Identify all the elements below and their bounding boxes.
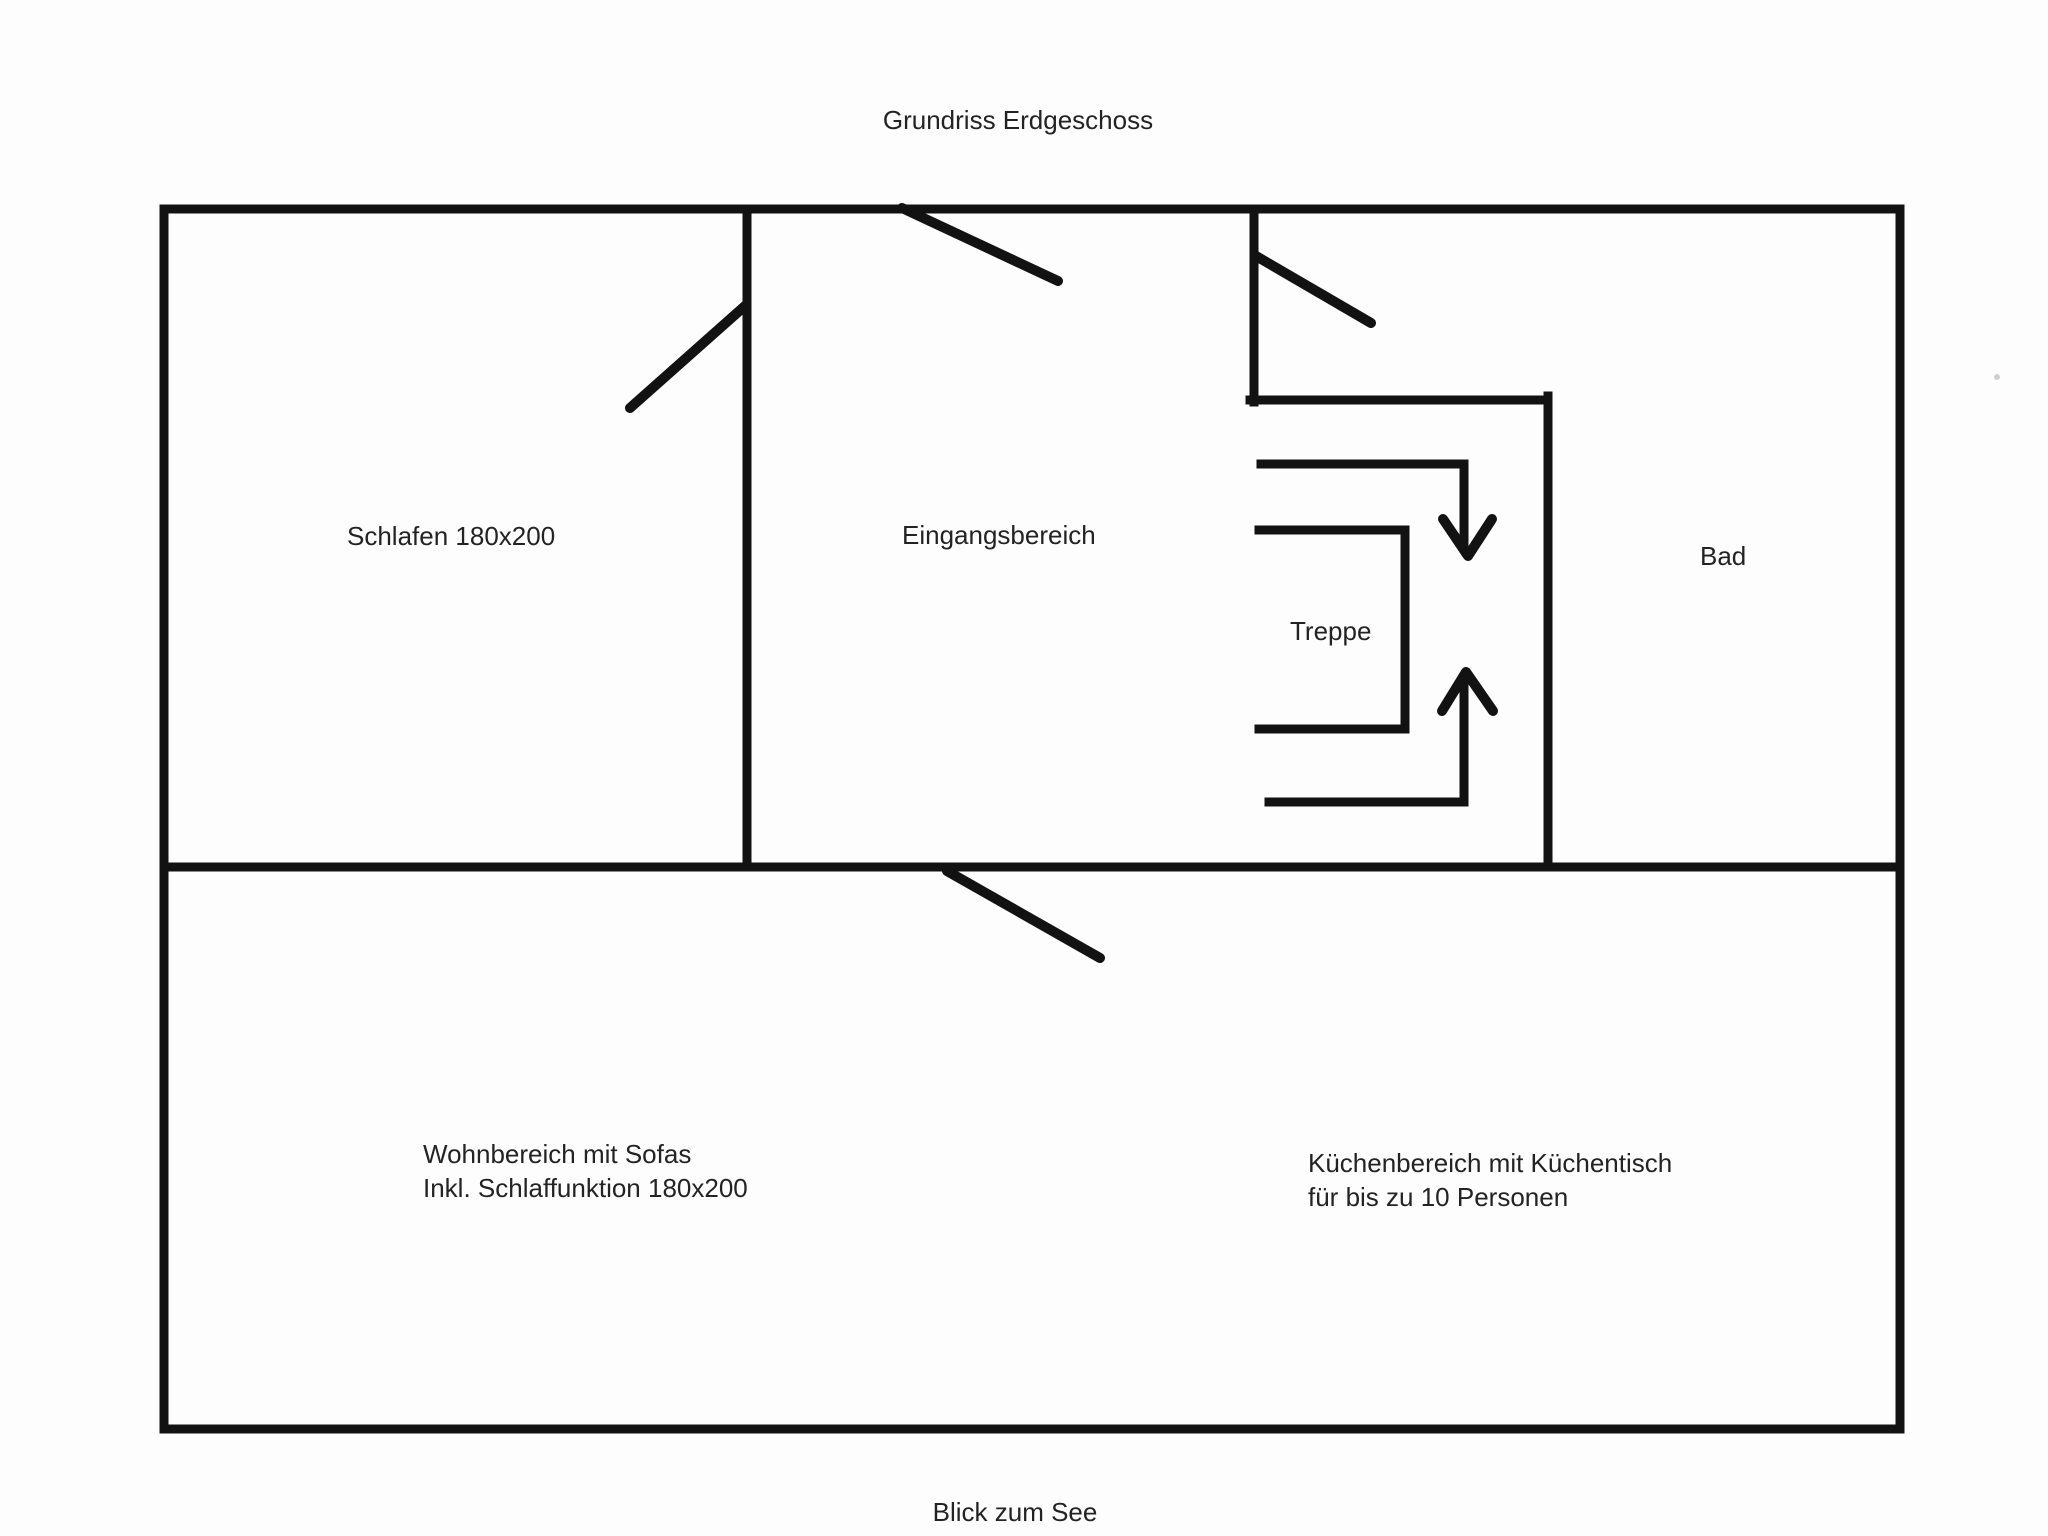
- door-swing-entrance: [902, 208, 1058, 281]
- door-swing-living: [947, 871, 1100, 958]
- room-label-schlafen: Schlafen 180x200: [347, 521, 556, 551]
- footer-caption: Blick zum See: [932, 1497, 1098, 1527]
- wohnbereich-label-line2: Inkl. Schlaffunktion 180x200: [423, 1173, 748, 1203]
- scan-speck: [1994, 374, 2000, 380]
- room-label-treppe: Treppe: [1290, 616, 1372, 646]
- door-swing-bathroom: [1256, 256, 1371, 323]
- kuechenbereich-label-line1: Küchenbereich mit Küchentisch: [1308, 1148, 1673, 1178]
- room-label-eingangsbereich: Eingangsbereich: [902, 520, 1096, 550]
- kuechenbereich-label-line2: für bis zu 10 Personen: [1308, 1182, 1569, 1212]
- wohnbereich-label-line1: Wohnbereich mit Sofas: [423, 1139, 692, 1169]
- door-swing-bedroom: [630, 305, 746, 408]
- outer-wall: [164, 209, 1900, 1429]
- stairs-down-arrow-icon: [1261, 464, 1492, 556]
- stairs-up-arrow-icon: [1269, 672, 1493, 802]
- room-label-bad: Bad: [1700, 541, 1747, 571]
- page-title: Grundriss Erdgeschoss: [882, 105, 1154, 135]
- room-label-wohnbereich: [423, 1139, 748, 1203]
- room-label-kuechenbereich: [1308, 1148, 1672, 1212]
